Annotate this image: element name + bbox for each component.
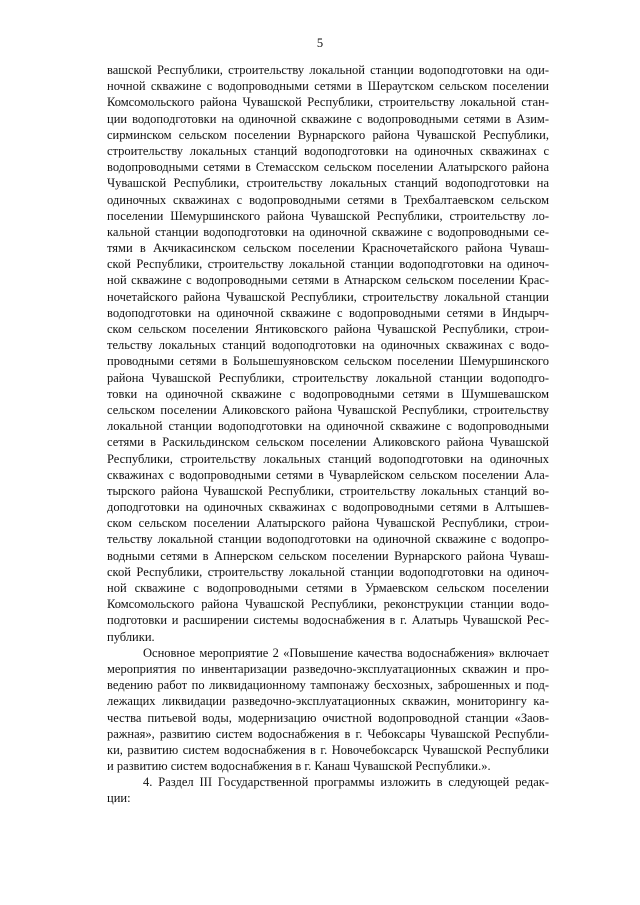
text-line: ведению работ по ликвидационному тампонажу бесхозных, заброшенных и под- <box>107 678 549 693</box>
text-line: Основное мероприятие 2 «Повышение качества водоснабжения» включает <box>143 645 549 660</box>
text-line: проводными сетями в Большешуяновском сельском поселении Шемуршинского <box>107 354 549 369</box>
text-line: чества питьевой воды, модернизацию очистной водопроводной станции «Заов- <box>107 710 549 725</box>
text-line: Комсомольского района Чувашской Республики, строительству локальной стан- <box>107 95 549 110</box>
text-line: ной скважине с водопроводными сетями в Атнарском сельском поселении Крас- <box>107 273 549 288</box>
text-line: локальной станции водоподготовки на одиночной скважине с водопроводными <box>107 419 549 434</box>
text-line: тельству локальной станции водоподготовки на одиночной скважине с водопро- <box>107 532 549 547</box>
text-line: Чувашской Республики, строительству локальных станций водоподготовки на <box>107 176 549 191</box>
text-line: ской Республики, строительству локальной станции водоподготовки на одиноч- <box>107 564 549 579</box>
text-line: строительству локальных станций водоподготовки на одиночных скважинах с <box>107 143 549 158</box>
text-line: доподготовки на одиночных скважинах с водопроводными сетями в Алтышев- <box>107 500 549 515</box>
text-line: водными сетями в Апнерском сельском поселении Вурнарского района Чуваш- <box>107 548 549 563</box>
paragraph-1 <box>107 62 549 645</box>
text-line: поселении Шемуршинского района Чувашской Республики, строительству ло- <box>107 208 549 223</box>
text-line: водопроводными сетями в Стемасском сельском поселении Алатырского района <box>107 160 549 175</box>
text-line: и развитию систем водоснабжения в г. Канаш Чувашской Республики.». <box>107 759 491 774</box>
text-line: 4. Раздел III Государственной программы изложить в следующей редак- <box>143 775 549 790</box>
text-line: публики. <box>107 629 155 644</box>
page-number: 5 <box>316 36 324 50</box>
text-line: подготовки и расширении системы водоснабжения в г. Алатырь Чувашской Рес- <box>107 613 549 628</box>
text-line: ки, развитию систем водоснабжения в г. Новочебоксарск Чувашской Республики <box>107 742 549 757</box>
text-line: Республики, строительству локальных станций водоподготовки на одиночных <box>107 451 549 466</box>
text-line: ском сельском поселении Алатырского района Чувашской Республики, строи- <box>107 516 549 531</box>
document-body <box>107 62 549 807</box>
text-line: одиночных скважинах с водопроводными сетями в Трехбалтаевском сельском <box>107 192 549 207</box>
text-line: тями в Акчикасинском сельском поселении Красночетайского района Чуваш- <box>107 241 549 256</box>
paragraph-3 <box>107 774 549 806</box>
text-line: ской Республики, строительству локальной станции водоподготовки на одиноч- <box>107 257 549 272</box>
text-line: мероприятия по инвентаризации разведочно-эксплуатационных скважин и про- <box>107 661 549 676</box>
text-line: ции: <box>107 791 131 806</box>
text-line: водоподготовки на одиночной скважине с водопроводными сетями в Индырч- <box>107 305 549 320</box>
text-line: тельству локальных станций водоподготовки на одиночных скважинах с водо- <box>107 338 549 353</box>
text-line: лежащих ликвидации разведочно-эксплуатационных скважин, мониторингу ка- <box>107 694 549 709</box>
text-line: ражная», развитию систем водоснабжения в г. Чебоксары Чувашской Республи- <box>107 726 549 741</box>
paragraph-2 <box>107 645 549 775</box>
text-line: сирминском сельском поселении Вурнарского района Чувашской Республики, <box>107 127 549 142</box>
text-line: кальной станции водоподготовки на одиночной скважине с водопроводными се- <box>107 224 549 239</box>
text-line: тырского района Чувашской Республики, строительству локальных станций во- <box>107 483 549 498</box>
text-line: Комсомольского района Чувашской Республики, реконструкции станции водо- <box>107 597 549 612</box>
text-line: района Чувашской Республики, строительству локальной станции водоподго- <box>107 370 549 385</box>
text-line: ночетайского района Чувашской Республики, строительству локальной станции <box>107 289 549 304</box>
text-line: скважинах с водопроводными сетями в Чуварлейском сельском поселении Ала- <box>107 467 549 482</box>
text-line: товки на одиночной скважине с водопроводными сетями в Шумшевашском <box>107 386 549 401</box>
text-line: ции водоподготовки на одиночной скважине с водопроводными сетями в Азим- <box>107 111 549 126</box>
text-line: сетями в Раскильдинском сельском поселении Аликовского района Чувашской <box>107 435 549 450</box>
text-line: ночной скважине с водопроводными сетями в Шераутском сельском поселении <box>107 79 549 94</box>
text-line: вашской Республики, строительству локальной станции водоподготовки на оди- <box>107 63 549 77</box>
text-line: ной скважине с водопроводными сетями в Урмаевском сельском поселении <box>107 581 549 595</box>
text-line: ском сельском поселении Янтиковского района Чувашской Республики, строи- <box>107 322 549 336</box>
text-line: сельском поселении Аликовского района Чувашской Республики, строительству <box>107 402 549 417</box>
